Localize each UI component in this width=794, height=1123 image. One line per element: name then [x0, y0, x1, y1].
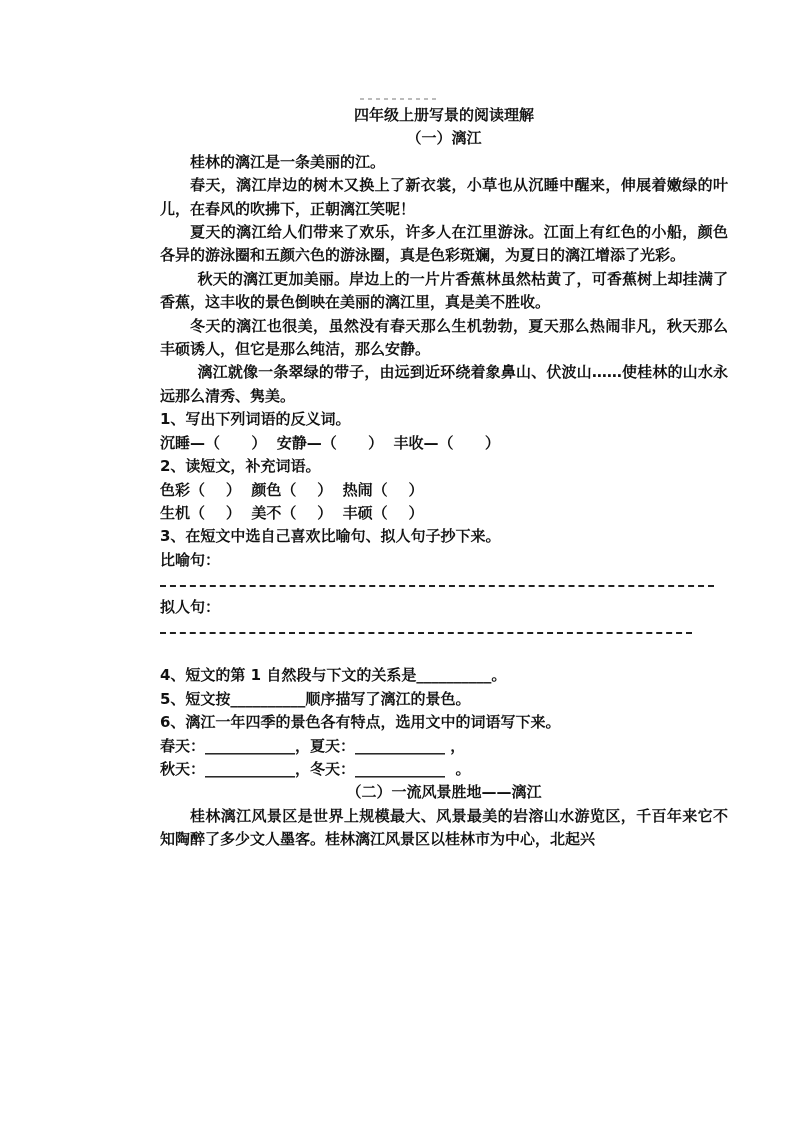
worksheet-content	[160, 104, 728, 852]
question-1: 1、写出下列词语的反义词。	[160, 410, 351, 429]
personification-label: 拟人句：	[160, 597, 221, 616]
simile-answer-line	[160, 572, 728, 595]
question-1-blanks: 沉睡—（ ） 安静—（ ） 丰收—（ ）	[160, 433, 500, 452]
question-3: 3、在短文中选自己喜欢比喻句、拟人句子抄下来。	[160, 527, 501, 546]
paragraph-autumn: 秋天的漓江更加美丽。岸边上的一片片香蕉林虽然枯黄了，可香蕉树上却挂满了香蕉，这丰收的景色倒映在美丽的漓江里，真是美不胜收。	[160, 269, 728, 312]
question-2-blanks-row2: 生机（ ） 美不（ ） 丰硕（ ）	[160, 503, 424, 522]
section2-paragraph: 桂林漓江风景区是世界上规模最大、风景最美的岩溶山水游览区，千百年来它不知陶醉了多少文人墨客。桂林漓江风景区以桂林市为中心，北起兴	[160, 806, 728, 849]
question-6-spring-summer: 春天：____________，夏天：____________ ，	[160, 736, 466, 755]
paragraph-winter: 冬天的漓江也很美，虽然没有春天那么生机勃勃，夏天那么热闹非凡，秋天那么丰硕诱人，但它是那么纯洁，那么安静。	[160, 316, 728, 359]
question-5: 5、短文按__________顺序描写了漓江的景色。	[160, 689, 471, 708]
section1-heading: （一）漓江	[406, 129, 482, 148]
paragraph-intro: 桂林的漓江是一条美丽的江。	[190, 152, 386, 171]
header-mark	[360, 98, 440, 100]
paragraph-spring: 春天，漓江岸边的树木又换上了新衣裳，小草也从沉睡中醒来，伸展着嫩绿的叶儿，在春风的吹拂下，正朝漓江笑呢！	[160, 176, 728, 218]
question-2: 2、读短文，补充词语。	[160, 457, 321, 476]
section2-heading: （二）一流风景胜地——漓江	[346, 783, 542, 802]
worksheet-title: 四年级上册写景的阅读理解	[353, 106, 534, 124]
question-2-blanks-row1: 色彩（ ） 颜色（ ） 热闹（ ）	[160, 480, 424, 499]
simile-label: 比喻句：	[160, 550, 221, 569]
paragraph-summer: 夏天的漓江给人们带来了欢乐，许多人在江里游泳。江面上有红色的小船，颜色各异的游泳圈和五颜六色的游泳圈，真是色彩斑斓，为夏日的漓江增添了光彩。	[160, 223, 728, 265]
question-6: 6、漓江一年四季的景色各有特点，选用文中的词语写下来。	[160, 713, 561, 732]
question-6-autumn-winter: 秋天：____________，冬天：____________ 。	[160, 759, 471, 778]
paragraph-summary: 漓江就像一条翠绿的带子，由远到近环绕着象鼻山、伏波山……使桂林的山水永远那么清秀、隽美。	[160, 363, 728, 405]
personification-answer-line	[160, 619, 728, 642]
question-4: 4、短文的第 1 自然段与下文的关系是__________。	[160, 666, 507, 685]
